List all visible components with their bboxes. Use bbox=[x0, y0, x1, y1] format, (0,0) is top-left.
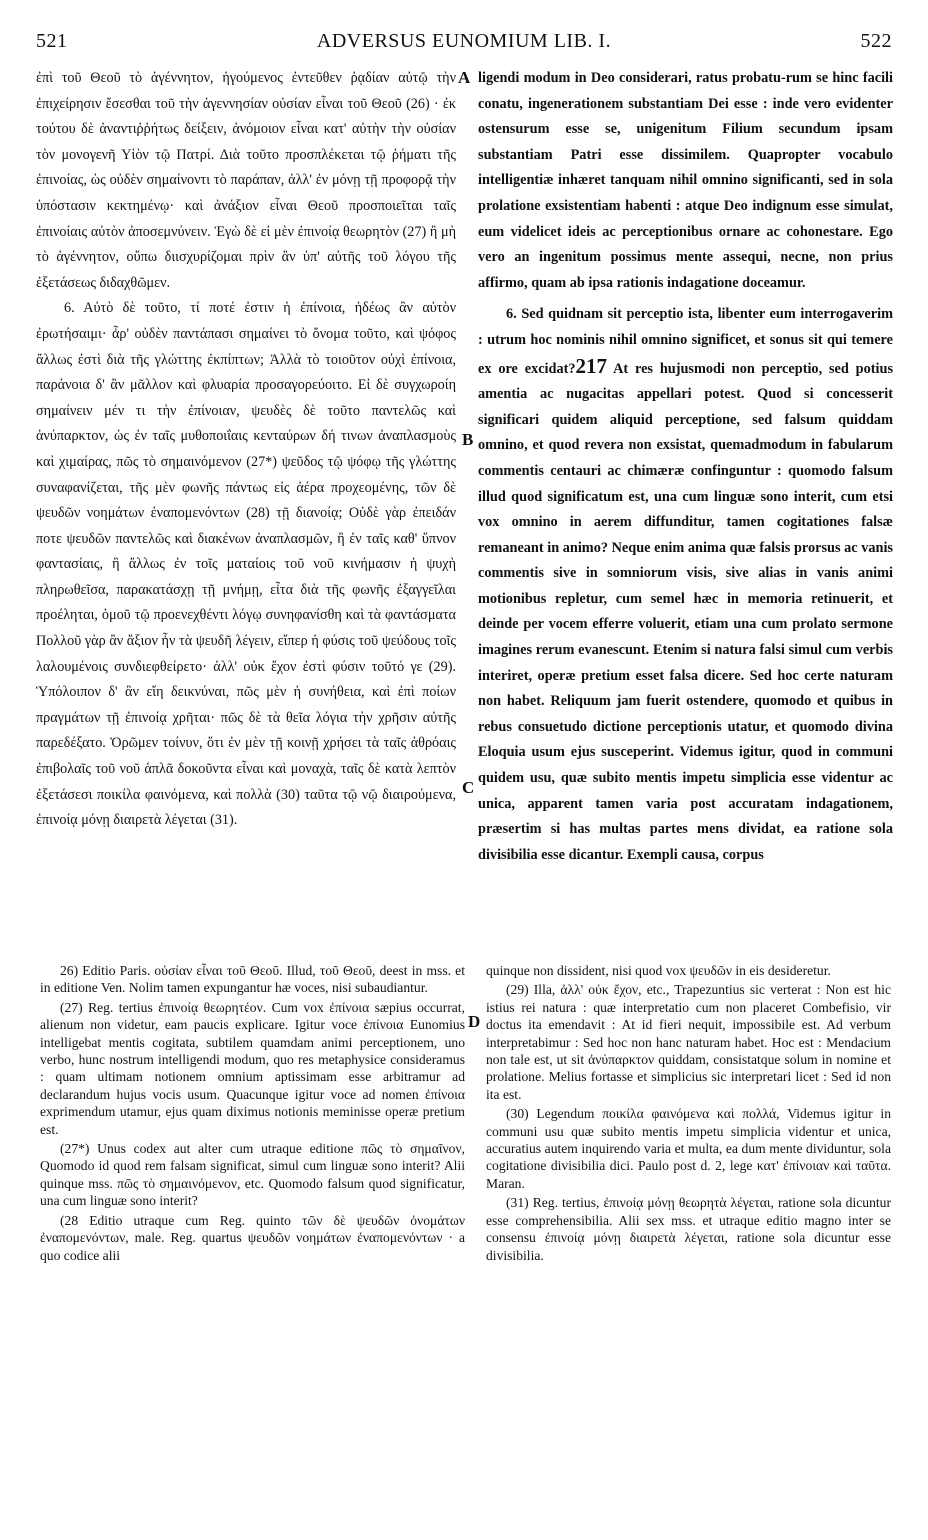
running-title: ADVERSUS EUNOMIUM LIB. I. bbox=[316, 30, 612, 52]
footnote-28: (28 Editio utraque cum Reg. quinto τῶν δὲ ψευδῶν ὀνομάτων ἐναπομενόντων, male. Reg. quartus ψευδῶν νοημάτων ἐναπομενόντων · a quo codice alii bbox=[40, 1212, 465, 1263]
margin-letter-c: C bbox=[462, 778, 475, 797]
column-number-marker: 217 bbox=[575, 353, 608, 378]
footnote-28-continued: quinque non dissident, nisi quod vox ψευδῶν in eis desideretur. bbox=[486, 963, 831, 978]
margin-letter-d: D bbox=[468, 1012, 481, 1031]
page-number-left: 521 bbox=[36, 30, 68, 52]
page-number-right: 522 bbox=[860, 30, 892, 52]
margin-letter-a: A bbox=[458, 68, 471, 87]
running-header bbox=[36, 30, 892, 60]
greek-paragraph-2: 6. Αὐτὸ δὲ τοῦτο, τί ποτέ ἐστιν ἡ ἐπίνοια, ἡδέως ἂν αὐτὸν ἐρωτήσαιμι· ἆρ' οὐδὲν παντάπασι σημαίνει τὸ ὄνομα τοῦτο, καὶ ψόφος ἄλλως ἐστὶ διὰ τῆς γλώττης ἐκπίπτων; Ἀλλὰ τὸ τοιοῦτον οὐχὶ ἐπίνοια, παράνοια δ' ἂν μᾶλλον καὶ φλυαρία προσαγορεύοιτο. Εἰ δὲ συγχωροίη σημαίνειν μέν τι τὴν ἐπίνοιαν, ψευδὲς δὲ τοῦτο παντελῶς καὶ ἀνύπαρκτον, ὡς ἐν ταῖς μυθοποιΐαις κενταύρων δή τινων ἀναπλασμοὺς καὶ χιμαίρας, πῶς τὸ σημαινόμενον (27*) ψεῦδος τῷ ψόφῳ τῆς γλώττης συναφανίζεται, τῆς μὲν φωνῆς πάντως εἰς ἀέρα προχεομένης, τῶν δὲ ψευδῶν νοημάτων ἐναπομενόντων (28) τῇ διανοίᾳ; Οὐδὲ γὰρ ἐπειδάν ποτε ψευδῶν παντελῶς καὶ διακένων ἀναπλασμῶν, ἢ ἐν ταῖς καθ' ὕπνον φαντασίαις, ἢ ἄλλως ἐν τοῖς ματαίοις τοῦ νοῦ κινήμασιν ἡ ψυχὴ πληρωθεῖσα, παρακατάσχῃ τῇ μνήμῃ, εἶτα διὰ τῆς φωνῆς ἐξαγγεῖλαι προέληται, ὁμοῦ τῷ προενεχθέντι λόγῳ συνηφανίσθη καὶ τὰ φαντάσματα Πολλοῦ γὰρ ἂν ἄξιον ἦν τὰ ψευδῆ λέγειν, εἴπερ ἡ φύσις τοῦ ψεύδους τοῖς λαλουμένοις συνδιεφθείρετο· ἀλλ' οὐκ ἔχον ἐστὶ φύσιν τοῦτό γε (29). Ὑπόλοιπον δ' ἂν εἴη δεικνύναι, πῶς μὲν ἡ συνήθεια, καὶ ἐπὶ ποίων πραγμάτων τῇ ἐπινοίᾳ χρῆται· πῶς δὲ τὰ θεῖα λόγια τὴν χρῆσιν αὐτῆς παρεδέξατο. Ὁρῶμεν τοίνυν, ὅτι ἐν μὲν τῇ κοινῇ χρήσει τὰ ταῖς ἀθρόαις ἐπιβολαῖς τοῦ νοῦ ἁπλᾶ δοκοῦντα εἶναι καὶ μοναχὰ, ταῖς δὲ κατὰ λεπτὸν ἐξετάσεσι ποικίλα φαινόμενα, καὶ πολλὰ (30) ταῦτα τῷ νῷ διαιρούμενα, ἐπινοίᾳ μόνῃ διαιρετὰ λέγεται (31). bbox=[36, 300, 456, 829]
footnote-29: (29) Illa, ἀλλ' οὐκ ἔχον, etc., Trapezuntius sic verterat : Non est hic istius rei natura : quæ interpretatio cum non placeret Combefisio, vir doctus ita emendavit : At id fieri nequit, impossibile est. Ad verbum interpretabimur : Sed hoc non hanc naturam habet. Hoc est : Mendacium non tale est, ut sit ἀνύπαρκτον quiddam, consistatque solum in nomine et prolatione. Melius fortasse et simplicius sic interpretari licet : Sed id non ita est. bbox=[486, 982, 891, 1102]
latin-text-column bbox=[478, 66, 893, 868]
footnote-31: (31) Reg. tertius, ἐπινοίᾳ μόνῃ θεωρητὰ λέγεται, ratione sola dicuntur esse comprehensibilia. Alii sex mss. et utraque editio magno inter se consensu ἐπινοίᾳ μόνῃ διαιρετὰ λέγεται, ratione sola dicuntur esse divisibilia. bbox=[486, 1195, 891, 1263]
margin-letter-b: B bbox=[462, 430, 474, 449]
latin-paragraph-2-rest: At res hujusmodi non perceptio, sed potius amentia ac nugacitas appellari potest. Quod si concesserit significari quidem aliquid perceptione, sed falsum quiddam omnino, et quod revera non exsistat, quemadmodum in fabularum commentis centauri ac chimæræ confinguntur : quomodo falsum illud quod significatum est, una cum linguæ sono interit, cum etsi vox omnino in aerem diffunditur, tamen cogitationes falsæ remaneant in animo? Neque enim anima quæ falsis prorsus ac vanis commentis sive in somniorum visis, sive alias in vanis animi motionibus repletur, cum semel hæc in memoria retinuerit, et deinde per vocem efferre voluerit, etiam una cum prolato sermone imagines rerum evanescunt. Etenim si natura falsi simul cum verbis interiret, operæ pretium esset falsa dicere. Sed hoc certe naturam non habet. Reliquum jam fuerit ostendere, quomodo et quibus in rebus consuetudo dictione perceptionis utatur, et quomodo divina Eloquia usum ejus susceperint. Videmus igitur, quod in communi quidem usu, quæ subito mentis impetu simplicia esse videntur ac unica, apparent tamen varia post accuratam indagationem, præsertim si has multas partes mens dividat, ea ratione sola divisibilia esse dicantur. Exempli causa, corpus bbox=[478, 360, 894, 863]
latin-paragraph-1: ligendi modum in Deo considerari, ratus probatu-rum se hinc facili conatu, ingenerationem substantiam Dei esse : inde vero evidenter ostensurum esse se, unigenitum Filium secundum ipsam substantiam Patri esse dissimilem. Quapropter vocabulo intelligentiæ inhæret tanquam nihil omnino significanti, sed in sola prolatione exsistentiam habenti : atque Deo indignum esse simulat, eum videlicet ideis ac perceptionibus ornare ac cohonestare. Ego vero an ingenitum possimus mente assequi, necne, non prius affirmo, quam ab ipsa rationis indagatione doceamur. bbox=[478, 70, 893, 291]
greek-paragraph-1: ἐπὶ τοῦ Θεοῦ τὸ ἀγέννητον, ἡγούμενος ἐντεῦθεν ῥᾳδίαν αὐτῷ τὴν ἐπιχείρησιν ἔσεσθαι τοῦ τὴν ἀγεννησίαν οὐσίαν εἶναι τοῦ Θεοῦ (26) · ἐκ τούτου δὲ ἀναντιῤῥήτως δείξειν, ἀνόμοιον εἶναι κατ' αὐτὴν τὴν οὐσίαν τὸν μονογενῆ Υἱὸν τῷ Πατρί. Διὰ τοῦτο προσπλέκεται τῷ ῥήματι τῆς ἐπινοίας, ὡς οὐδὲν σημαίνοντι τὸ παράπαν, ἀλλ' ἐν μόνῃ τῇ προφορᾷ τὴν ὑπόστασιν κεκτημένῳ· καὶ ἀνάξιον εἶναι Θεοῦ προσποιεῖται ταῖς ἐπινοίαις αὐτὸν ἀποσεμνύνειν. Ἐγὼ δὲ εἰ μὲν ἐπινοίᾳ θεωρητὸν (27) ἢ μὴ τὸ ἀγέννητον, οὔπω διισχυρίζομαι πρὶν ἂν ὑπ' αὐτῆς τοῦ λόγου τῆς ἐξετάσεως διδαχθῶμεν. bbox=[36, 70, 456, 291]
footnotes-left bbox=[40, 962, 465, 1266]
footnotes-right bbox=[486, 962, 891, 1266]
latin-paragraph-2-start: 6. Sed quidnam sit perceptio ista, libenter eum interrogaverim : utrum hoc nominis nihil omnino significet, et sonus sit qui temere ex ore excidat? bbox=[478, 306, 893, 377]
footnote-26: 26) Editio Paris. οὐσίαν εἶναι τοῦ Θεοῦ. Illud, τοῦ Θεοῦ, deest in mss. et in editione Ven. Nolim tamen expungantur hæ voces, nisi subaudiantur. bbox=[40, 963, 465, 996]
latin-paragraph-2 bbox=[478, 302, 893, 868]
footnote-27: (27) Reg. tertius ἐπινοίᾳ θεωρητέον. Cum vox ἐπίνοια sæpius occurrat, alienum non videtur, eam paucis explicare. Igitur voce ἐπίνοια Eunomius intelligebat mentis cogitata, subtilem quamdam animi perceptionem, uno verbo, hunc nostrum intelligendi modum, quo res metaphysice consideramus : quam ultimam notionem omnium aptissimam esse arbitramur ad declarandum hujus vocis usum. Quacunque igitur voce ad nomen ἐπίνοια exprimendum utamur, ejus quam diximus notionis meminisse operæ pretium est. bbox=[40, 999, 465, 1137]
greek-text-column bbox=[36, 66, 456, 834]
footnote-27-star: (27*) Unus codex aut alter cum utraque editione πῶς τὸ σημαῖνον, Quomodo id quod rem falsam significat, simul cum linguæ sono interit? Alii quinque mss. πῶς τὸ σημαινόμενον, etc. Quomodo falsum quod significatur, una cum linguæ sono interit? bbox=[40, 1141, 465, 1209]
footnote-30: (30) Legendum ποικίλα φαινόμενα καὶ πολλά, Videmus igitur in communi usu quæ subito mentis impetu simplicia videntur et unica, accuratius autem inquirendo varia et multa, ea dum mente dividuntur, sola cogitatione divisibilia dici. Paulo post d. 2, lege κατ' ἐπίνοιαν καὶ ταῦτα. Maran. bbox=[486, 1106, 891, 1191]
